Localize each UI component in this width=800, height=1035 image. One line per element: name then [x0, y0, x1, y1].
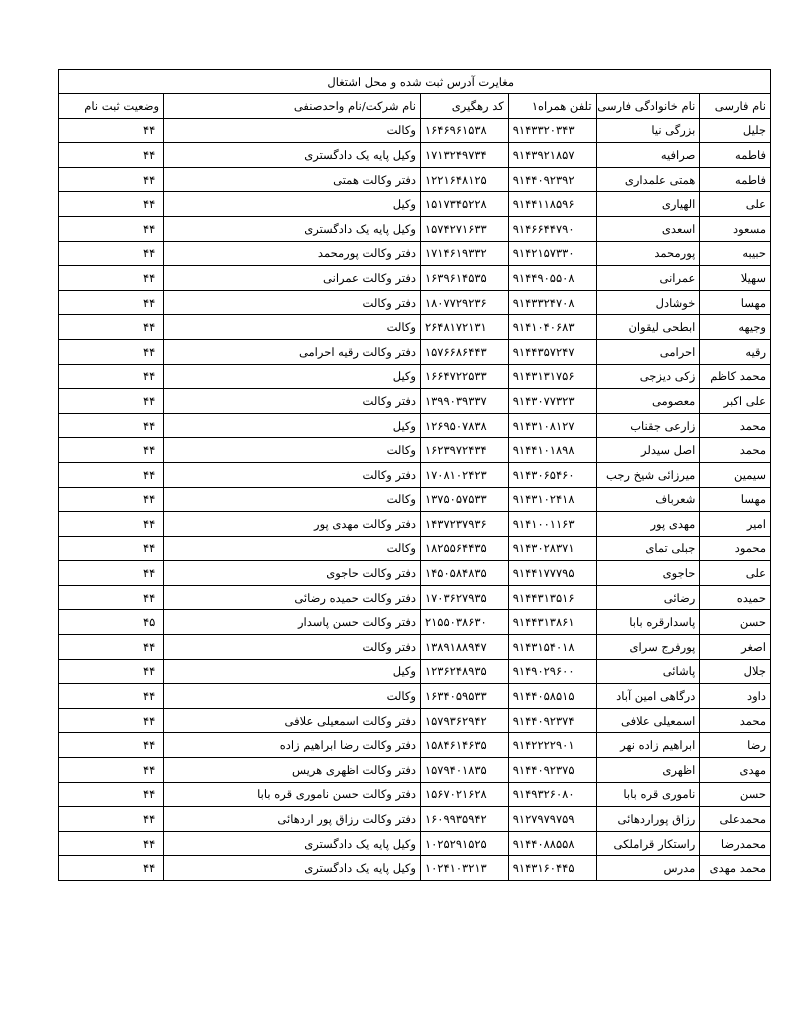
cell-tracking-code: ۱۵۷۶۶۸۶۴۴۳ [420, 339, 508, 364]
cell-phone: ۹۱۴۴۳۱۳۸۶۱ [508, 610, 596, 635]
cell-status: ۴۴ [59, 290, 164, 315]
cell-company: دفتر وکالت پورمحمد [164, 241, 421, 266]
table-row [59, 487, 771, 512]
cell-first-name: محمد [700, 708, 771, 733]
cell-company: وکیل [164, 413, 421, 438]
cell-last-name: میرزائی شیخ رجب [596, 462, 700, 487]
cell-tracking-code: ۱۸۰۷۷۲۹۲۳۶ [420, 290, 508, 315]
cell-first-name: علی اکبر [700, 389, 771, 414]
table-row [59, 512, 771, 537]
cell-phone: ۹۱۴۴۰۹۲۳۷۵ [508, 758, 596, 783]
header-last-name: نام خانوادگی فارسی [596, 94, 700, 119]
cell-tracking-code: ۱۵۷۴۲۷۱۶۳۳ [420, 216, 508, 241]
cell-status: ۴۴ [59, 413, 164, 438]
cell-first-name: علی [700, 561, 771, 586]
cell-phone: ۹۱۴۳۱۰۸۱۲۷ [508, 413, 596, 438]
cell-first-name: مهسا [700, 290, 771, 315]
cell-last-name: احرامی [596, 339, 700, 364]
cell-company: دفتر وکالت حسن پاسدار [164, 610, 421, 635]
cell-last-name: شعرباف [596, 487, 700, 512]
cell-status: ۴۴ [59, 266, 164, 291]
cell-first-name: رقیه [700, 339, 771, 364]
cell-first-name: سیمین [700, 462, 771, 487]
cell-tracking-code: ۱۲۲۱۶۴۸۱۲۵ [420, 167, 508, 192]
cell-tracking-code: ۲۱۵۵۰۳۸۶۳۰ [420, 610, 508, 635]
table-title: مغایرت آدرس ثبت شده و محل اشتغال [59, 70, 771, 94]
cell-last-name: ابراهیم زاده نهر [596, 733, 700, 758]
table-body [59, 118, 771, 880]
cell-phone: ۹۱۴۳۰۶۵۴۶۰ [508, 462, 596, 487]
cell-first-name: رضا [700, 733, 771, 758]
cell-tracking-code: ۱۸۲۵۵۶۴۴۳۵ [420, 536, 508, 561]
table-row [59, 290, 771, 315]
cell-last-name: اسعدی [596, 216, 700, 241]
cell-first-name: محمد کاظم [700, 364, 771, 389]
cell-last-name: پورمحمد [596, 241, 700, 266]
cell-tracking-code: ۱۶۰۹۹۳۵۹۴۲ [420, 807, 508, 832]
cell-company: وکیل [164, 192, 421, 217]
cell-tracking-code: ۱۵۷۹۴۰۱۸۳۵ [420, 758, 508, 783]
cell-phone: ۹۱۴۹۳۲۶۰۸۰ [508, 782, 596, 807]
table-row [59, 758, 771, 783]
cell-last-name: الهیاری [596, 192, 700, 217]
cell-phone: ۹۱۴۴۱۰۱۸۹۸ [508, 438, 596, 463]
table-row [59, 807, 771, 832]
table-row [59, 192, 771, 217]
cell-status: ۴۴ [59, 315, 164, 340]
cell-last-name: عمرانی [596, 266, 700, 291]
cell-tracking-code: ۲۶۴۸۱۷۲۱۳۱ [420, 315, 508, 340]
cell-company: دفتر وکالت حاجوی [164, 561, 421, 586]
cell-phone: ۹۱۴۲۲۲۲۹۰۱ [508, 733, 596, 758]
table-row [59, 364, 771, 389]
cell-first-name: محمد [700, 413, 771, 438]
cell-status: ۴۴ [59, 512, 164, 537]
cell-tracking-code: ۱۵۷۹۳۶۲۹۴۲ [420, 708, 508, 733]
cell-first-name: وجیهه [700, 315, 771, 340]
table-row [59, 856, 771, 881]
cell-last-name: زارعی جقناب [596, 413, 700, 438]
document-sheet [58, 69, 771, 881]
cell-company: دفتر وکالت [164, 389, 421, 414]
table-row [59, 684, 771, 709]
cell-company: دفتر وکالت حسن ناموری قره بابا [164, 782, 421, 807]
cell-last-name: حاجوی [596, 561, 700, 586]
cell-last-name: ابطحی لیقوان [596, 315, 700, 340]
table-row [59, 389, 771, 414]
cell-status: ۴۴ [59, 807, 164, 832]
cell-last-name: رضائی [596, 585, 700, 610]
cell-tracking-code: ۱۰۲۴۱۰۳۲۱۳ [420, 856, 508, 881]
table-row [59, 635, 771, 660]
header-company: نام شرکت/نام واحدصنفی [164, 94, 421, 119]
cell-last-name: صرافیه [596, 143, 700, 168]
header-phone: تلفن همراه۱ [508, 94, 596, 119]
cell-first-name: حبیبه [700, 241, 771, 266]
cell-last-name: راستکار قراملکی [596, 831, 700, 856]
cell-last-name: خوشادل [596, 290, 700, 315]
cell-first-name: جلیل [700, 118, 771, 143]
cell-tracking-code: ۱۵۶۷۰۲۱۶۲۸ [420, 782, 508, 807]
table-row [59, 659, 771, 684]
cell-phone: ۹۱۴۴۳۵۷۲۴۷ [508, 339, 596, 364]
cell-phone: ۹۱۴۳۹۲۱۸۵۷ [508, 143, 596, 168]
cell-first-name: محمدعلی [700, 807, 771, 832]
cell-company: دفتر وکالت [164, 462, 421, 487]
cell-phone: ۹۱۴۴۹۰۵۵۰۸ [508, 266, 596, 291]
cell-phone: ۹۱۲۷۹۷۹۷۵۹ [508, 807, 596, 832]
cell-company: وکیل [164, 659, 421, 684]
cell-status: ۴۴ [59, 758, 164, 783]
cell-tracking-code: ۱۶۲۳۹۷۲۴۳۴ [420, 438, 508, 463]
cell-tracking-code: ۱۵۱۷۳۴۵۲۲۸ [420, 192, 508, 217]
table-row [59, 438, 771, 463]
cell-phone: ۹۱۴۴۱۱۸۵۹۶ [508, 192, 596, 217]
cell-phone: ۹۱۴۱۰۴۰۶۸۳ [508, 315, 596, 340]
cell-tracking-code: ۱۴۵۰۵۸۴۸۳۵ [420, 561, 508, 586]
cell-phone: ۹۱۴۴۳۱۳۵۱۶ [508, 585, 596, 610]
cell-tracking-code: ۱۷۱۳۲۴۹۷۳۴ [420, 143, 508, 168]
cell-last-name: همتی علمداری [596, 167, 700, 192]
cell-last-name: درگاهی امین آباد [596, 684, 700, 709]
cell-status: ۴۴ [59, 167, 164, 192]
cell-status: ۴۴ [59, 782, 164, 807]
cell-company: دفتر وکالت حمیده رضائی [164, 585, 421, 610]
cell-status: ۴۴ [59, 241, 164, 266]
table-row [59, 143, 771, 168]
cell-last-name: زکی دیزجی [596, 364, 700, 389]
cell-first-name: محمدرضا [700, 831, 771, 856]
table-row [59, 708, 771, 733]
cell-tracking-code: ۱۳۹۹۰۳۹۳۳۷ [420, 389, 508, 414]
cell-tracking-code: ۱۵۸۴۶۱۴۶۳۵ [420, 733, 508, 758]
cell-last-name: معصومی [596, 389, 700, 414]
cell-company: وکالت [164, 118, 421, 143]
cell-last-name: اسمعیلی علافی [596, 708, 700, 733]
cell-first-name: حسن [700, 610, 771, 635]
cell-company: وکالت [164, 536, 421, 561]
cell-status: ۴۴ [59, 856, 164, 881]
cell-phone: ۹۱۴۹۰۲۹۶۰۰ [508, 659, 596, 684]
cell-status: ۴۴ [59, 659, 164, 684]
cell-tracking-code: ۱۲۳۶۲۴۸۹۳۵ [420, 659, 508, 684]
cell-last-name: رزاق پوراردهائی [596, 807, 700, 832]
cell-last-name: پورفرج سرای [596, 635, 700, 660]
cell-company: وکالت [164, 438, 421, 463]
cell-first-name: محمد [700, 438, 771, 463]
cell-company: دفتر وکالت [164, 290, 421, 315]
cell-first-name: فاطمه [700, 167, 771, 192]
cell-status: ۴۴ [59, 684, 164, 709]
cell-company: دفتر وکالت [164, 635, 421, 660]
cell-status: ۴۴ [59, 536, 164, 561]
cell-company: وکیل پایه یک دادگستری [164, 831, 421, 856]
table-row [59, 585, 771, 610]
header-first-name: نام فارسی [700, 94, 771, 119]
cell-tracking-code: ۱۶۴۶۹۶۱۵۳۸ [420, 118, 508, 143]
table-row [59, 831, 771, 856]
table-row [59, 118, 771, 143]
cell-status: ۴۴ [59, 733, 164, 758]
cell-company: وکیل پایه یک دادگستری [164, 143, 421, 168]
cell-status: ۴۴ [59, 585, 164, 610]
cell-phone: ۹۱۴۲۱۵۷۳۳۰ [508, 241, 596, 266]
cell-phone: ۹۱۴۴۰۹۲۳۷۴ [508, 708, 596, 733]
cell-company: وکالت [164, 684, 421, 709]
cell-tracking-code: ۱۷۰۸۱۰۲۴۲۳ [420, 462, 508, 487]
cell-status: ۴۴ [59, 487, 164, 512]
cell-status: ۴۴ [59, 438, 164, 463]
cell-first-name: علی [700, 192, 771, 217]
table-title-row [59, 70, 771, 94]
cell-tracking-code: ۱۲۶۹۵۰۷۸۳۸ [420, 413, 508, 438]
cell-phone: ۹۱۴۴۰۵۸۵۱۵ [508, 684, 596, 709]
cell-first-name: حمیده [700, 585, 771, 610]
header-status: وضعیت ثبت نام [59, 94, 164, 119]
cell-first-name: مهدی [700, 758, 771, 783]
table-row [59, 610, 771, 635]
cell-status: ۴۴ [59, 216, 164, 241]
cell-phone: ۹۱۴۳۰۷۷۳۲۳ [508, 389, 596, 414]
table-row [59, 241, 771, 266]
cell-first-name: حسن [700, 782, 771, 807]
cell-tracking-code: ۱۷۱۴۶۱۹۳۳۲ [420, 241, 508, 266]
cell-first-name: امیر [700, 512, 771, 537]
cell-first-name: مهسا [700, 487, 771, 512]
table-row [59, 266, 771, 291]
cell-phone: ۹۱۴۳۱۰۲۴۱۸ [508, 487, 596, 512]
cell-status: ۴۴ [59, 831, 164, 856]
cell-first-name: داود [700, 684, 771, 709]
cell-company: وکیل پایه یک دادگستری [164, 856, 421, 881]
cell-tracking-code: ۱۳۸۹۱۸۸۹۴۷ [420, 635, 508, 660]
cell-first-name: محمد مهدی [700, 856, 771, 881]
cell-last-name: بزرگی نیا [596, 118, 700, 143]
cell-last-name: ناموری قره بابا [596, 782, 700, 807]
cell-status: ۴۵ [59, 610, 164, 635]
table-row [59, 536, 771, 561]
cell-status: ۴۴ [59, 708, 164, 733]
registry-table [58, 69, 771, 881]
table-row [59, 561, 771, 586]
header-tracking-code: کد رهگیری [420, 94, 508, 119]
cell-status: ۴۴ [59, 462, 164, 487]
cell-first-name: فاطمه [700, 143, 771, 168]
cell-company: دفتر وکالت رزاق پور اردهائی [164, 807, 421, 832]
cell-status: ۴۴ [59, 118, 164, 143]
cell-first-name: سهیلا [700, 266, 771, 291]
header-row [59, 94, 771, 119]
cell-phone: ۹۱۴۶۶۴۴۷۹۰ [508, 216, 596, 241]
cell-tracking-code: ۱۴۳۷۲۳۷۹۳۶ [420, 512, 508, 537]
cell-last-name: اظهری [596, 758, 700, 783]
cell-status: ۴۴ [59, 339, 164, 364]
cell-status: ۴۴ [59, 389, 164, 414]
table-row [59, 315, 771, 340]
cell-tracking-code: ۱۳۷۵۰۵۷۵۳۳ [420, 487, 508, 512]
cell-phone: ۹۱۴۴۰۸۸۵۵۸ [508, 831, 596, 856]
cell-last-name: پاسدارقره بابا [596, 610, 700, 635]
cell-tracking-code: ۱۷۰۳۶۲۷۹۳۵ [420, 585, 508, 610]
cell-company: وکالت [164, 487, 421, 512]
table-row [59, 733, 771, 758]
cell-phone: ۹۱۴۳۱۶۰۴۴۵ [508, 856, 596, 881]
cell-phone: ۹۱۴۳۰۲۸۳۷۱ [508, 536, 596, 561]
cell-company: دفتر وکالت اسمعیلی علافی [164, 708, 421, 733]
cell-first-name: محمود [700, 536, 771, 561]
table-row [59, 167, 771, 192]
cell-company: دفتر وکالت رضا ابراهیم زاده [164, 733, 421, 758]
cell-company: دفتر وکالت عمرانی [164, 266, 421, 291]
cell-company: دفتر وکالت مهدی پور [164, 512, 421, 537]
cell-company: دفتر وکالت همتی [164, 167, 421, 192]
cell-phone: ۹۱۴۳۳۲۴۷۰۸ [508, 290, 596, 315]
cell-tracking-code: ۱۰۲۵۲۹۱۵۲۵ [420, 831, 508, 856]
cell-phone: ۹۱۴۳۱۳۱۷۵۶ [508, 364, 596, 389]
cell-phone: ۹۱۴۴۰۹۲۳۹۲ [508, 167, 596, 192]
cell-phone: ۹۱۴۳۳۲۰۳۴۳ [508, 118, 596, 143]
cell-tracking-code: ۱۶۳۴۰۵۹۵۳۳ [420, 684, 508, 709]
cell-last-name: جبلی تمای [596, 536, 700, 561]
cell-status: ۴۴ [59, 635, 164, 660]
cell-status: ۴۴ [59, 364, 164, 389]
cell-company: دفتر وکالت اظهری هریس [164, 758, 421, 783]
cell-first-name: اصغر [700, 635, 771, 660]
cell-first-name: جلال [700, 659, 771, 684]
table-row [59, 782, 771, 807]
cell-phone: ۹۱۴۱۰۰۱۱۶۳ [508, 512, 596, 537]
cell-last-name: مدرس [596, 856, 700, 881]
table-row [59, 339, 771, 364]
cell-company: وکیل پایه یک دادگستری [164, 216, 421, 241]
cell-tracking-code: ۱۶۳۹۶۱۴۵۳۵ [420, 266, 508, 291]
table-row [59, 413, 771, 438]
cell-status: ۴۴ [59, 192, 164, 217]
cell-company: دفتر وکالت رقیه احرامی [164, 339, 421, 364]
cell-first-name: مسعود [700, 216, 771, 241]
cell-phone: ۹۱۴۳۱۵۴۰۱۸ [508, 635, 596, 660]
table-row [59, 462, 771, 487]
table-row [59, 216, 771, 241]
cell-phone: ۹۱۴۴۱۷۷۷۹۵ [508, 561, 596, 586]
cell-last-name: مهدی پور [596, 512, 700, 537]
cell-company: وکالت [164, 315, 421, 340]
cell-tracking-code: ۱۶۶۴۷۲۲۵۳۳ [420, 364, 508, 389]
cell-last-name: اصل سیدلر [596, 438, 700, 463]
cell-last-name: پاشائی [596, 659, 700, 684]
cell-status: ۴۴ [59, 143, 164, 168]
cell-company: وکیل [164, 364, 421, 389]
cell-status: ۴۴ [59, 561, 164, 586]
